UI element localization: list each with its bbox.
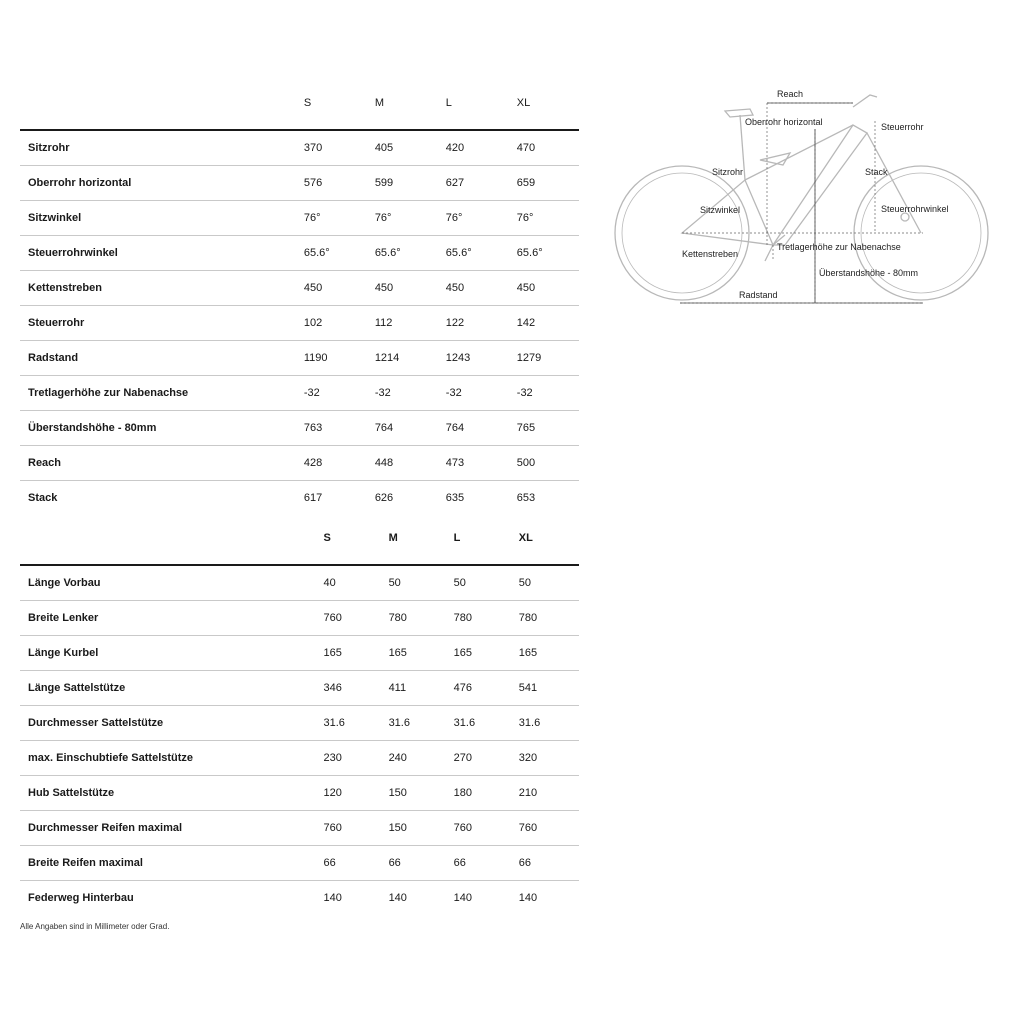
column-header-label <box>20 97 304 130</box>
row-label: Federweg Hinterbau <box>28 891 134 904</box>
table-row <box>20 565 579 600</box>
cell-value: 50 <box>518 576 532 589</box>
table-row <box>20 305 579 340</box>
geometry-table <box>20 97 579 515</box>
footnote: Alle Angaben sind in Millimeter oder Grad. <box>20 922 170 931</box>
cell-value: 122 <box>445 316 465 329</box>
cell-value: 411 <box>388 681 407 694</box>
row-label: max. Einschubtiefe Sattelstütze <box>28 751 194 764</box>
label-tretlager: Tretlagerhöhe zur Nabenachse <box>777 242 901 252</box>
cell-value: 150 <box>388 821 407 834</box>
cell-value: 140 <box>453 891 473 904</box>
cell-value: 627 <box>445 176 465 189</box>
table-row <box>20 880 579 915</box>
table-row <box>20 235 579 270</box>
cell-value: 76° <box>374 211 392 224</box>
label-steuerrohrwinkel: Steuerrohrwinkel <box>881 204 949 214</box>
cell-value: 150 <box>388 786 407 799</box>
table-row <box>20 810 579 845</box>
row-label: Hub Sattelstütze <box>28 786 115 799</box>
row-label: Tretlagerhöhe zur Nabenachse <box>28 386 189 399</box>
label-steuerrohr: Steuerrohr <box>881 122 924 132</box>
cell-value: -32 <box>303 386 320 399</box>
cell-value: 450 <box>516 281 536 294</box>
column-header-l: L <box>453 532 461 544</box>
row-label: Durchmesser Sattelstütze <box>28 716 164 729</box>
cell-value: 76° <box>516 211 534 224</box>
row-label: Kettenstreben <box>28 281 102 294</box>
cell-value: 617 <box>303 491 323 504</box>
saddle <box>725 109 753 117</box>
cell-value: 65.6° <box>445 246 472 259</box>
row-label: Überstandshöhe - 80mm <box>28 421 157 434</box>
column-header-label <box>20 532 323 565</box>
cell-value: 65.6° <box>374 246 401 259</box>
cell-value: 760 <box>453 821 473 834</box>
cell-value: 31.6 <box>388 716 410 729</box>
cell-value: 40 <box>323 576 336 589</box>
column-header-m: M <box>388 532 398 544</box>
table-row <box>20 340 579 375</box>
table-row <box>20 200 579 235</box>
cell-value: 763 <box>303 421 323 434</box>
table-row <box>20 740 579 775</box>
cell-value: 448 <box>374 456 394 469</box>
cell-value: 760 <box>518 821 538 834</box>
cell-value: 240 <box>388 751 407 764</box>
cell-value: 66 <box>388 856 401 869</box>
row-label: Stack <box>28 491 58 504</box>
label-radstand: Radstand <box>739 290 778 300</box>
table-row <box>20 845 579 880</box>
cell-value: 165 <box>518 646 538 659</box>
cell-value: 780 <box>388 611 407 624</box>
row-label: Sitzwinkel <box>28 211 82 224</box>
column-header-l: L <box>445 97 452 109</box>
cell-value: 112 <box>374 316 393 329</box>
cell-value: 780 <box>518 611 538 624</box>
cell-value: 541 <box>518 681 538 694</box>
row-label: Breite Reifen maximal <box>28 856 143 869</box>
cell-value: -32 <box>374 386 391 399</box>
cell-value: 1214 <box>374 351 400 364</box>
cell-value: 659 <box>516 176 536 189</box>
cell-value: 180 <box>453 786 473 799</box>
row-label: Durchmesser Reifen maximal <box>28 821 183 834</box>
table-row <box>20 705 579 740</box>
cell-value: 50 <box>453 576 466 589</box>
label-sitzwinkel: Sitzwinkel <box>700 205 741 215</box>
label-kettenstreben: Kettenstreben <box>682 249 739 259</box>
down-tube <box>773 125 867 245</box>
cell-value: 500 <box>516 456 536 469</box>
cell-value: -32 <box>445 386 462 399</box>
cell-value: 140 <box>518 891 538 904</box>
cell-value: 66 <box>323 856 336 869</box>
cell-value: 576 <box>303 176 323 189</box>
cell-value: 165 <box>388 646 407 659</box>
components-table <box>20 532 579 915</box>
table-row <box>20 270 579 305</box>
cell-value: 476 <box>453 681 473 694</box>
cell-value: 1190 <box>303 351 328 364</box>
cell-value: 420 <box>445 141 465 154</box>
column-header-xl: XL <box>516 97 531 109</box>
table-row <box>20 445 579 480</box>
row-label: Sitzrohr <box>28 141 70 154</box>
cell-value: 626 <box>374 491 394 504</box>
label-ueberstand: Überstandshöhe - 80mm <box>819 268 919 278</box>
cell-value: 320 <box>518 751 538 764</box>
table-row <box>20 375 579 410</box>
cell-value: 65.6° <box>303 246 330 259</box>
table-row <box>20 410 579 445</box>
row-label: Länge Vorbau <box>28 576 101 589</box>
cell-value: 31.6 <box>323 716 345 729</box>
label-sitzrohr: Sitzrohr <box>712 167 744 177</box>
cell-value: 165 <box>453 646 473 659</box>
table-row <box>20 775 579 810</box>
cell-value: 31.6 <box>453 716 476 729</box>
label-oberrohr: Oberrohr horizontal <box>745 117 823 127</box>
cell-value: 765 <box>516 421 536 434</box>
cell-value: 31.6 <box>518 716 541 729</box>
table-row <box>20 635 579 670</box>
cell-value: 66 <box>453 856 466 869</box>
label-stack: Stack <box>865 167 888 177</box>
column-header-s: S <box>323 532 331 544</box>
row-label: Radstand <box>28 351 79 364</box>
cell-value: 140 <box>323 891 342 904</box>
cell-value: 780 <box>453 611 473 624</box>
cell-value: 120 <box>323 786 342 799</box>
cell-value: 165 <box>323 646 342 659</box>
column-header-xl: XL <box>518 532 533 544</box>
table-header-row <box>20 97 579 130</box>
cell-value: 635 <box>445 491 465 504</box>
cell-value: 450 <box>374 281 394 294</box>
cell-value: 76° <box>445 211 463 224</box>
table-row <box>20 165 579 200</box>
cell-value: 473 <box>445 456 465 469</box>
cell-value: 370 <box>303 141 323 154</box>
cell-value: 405 <box>374 141 394 154</box>
row-label: Länge Kurbel <box>28 646 99 659</box>
cell-value: 50 <box>388 576 401 589</box>
cell-value: 764 <box>374 421 394 434</box>
table-row <box>20 670 579 705</box>
cell-value: 760 <box>323 821 342 834</box>
cell-value: 210 <box>518 786 538 799</box>
cell-value: 142 <box>516 316 536 329</box>
label-reach: Reach <box>777 89 804 99</box>
row-label: Reach <box>28 456 62 469</box>
column-header-s: S <box>303 97 312 109</box>
row-label: Länge Sattelstütze <box>28 681 126 694</box>
bike-geometry-diagram <box>605 85 1005 320</box>
cell-value: -32 <box>516 386 533 399</box>
cell-value: 1243 <box>445 351 471 364</box>
row-label: Breite Lenker <box>28 611 99 624</box>
cell-value: 140 <box>388 891 407 904</box>
cell-value: 346 <box>323 681 342 694</box>
cell-value: 450 <box>303 281 323 294</box>
row-label: Steuerrohr <box>28 316 85 329</box>
cell-value: 428 <box>303 456 323 469</box>
cell-value: 450 <box>445 281 465 294</box>
row-label: Oberrohr horizontal <box>28 176 132 189</box>
components-table-body <box>20 565 579 915</box>
table-row <box>20 600 579 635</box>
column-header-m: M <box>374 97 384 109</box>
cell-value: 65.6° <box>516 246 543 259</box>
cell-value: 76° <box>303 211 321 224</box>
table-row <box>20 130 579 165</box>
geometry-table-body <box>20 130 579 515</box>
cell-value: 760 <box>323 611 342 624</box>
row-label: Steuerrohrwinkel <box>28 246 118 259</box>
table-row <box>20 480 579 515</box>
cell-value: 270 <box>453 751 473 764</box>
cell-value: 653 <box>516 491 536 504</box>
handlebar <box>853 95 877 107</box>
cell-value: 1279 <box>516 351 542 364</box>
cell-value: 66 <box>518 856 532 869</box>
cell-value: 230 <box>323 751 342 764</box>
cell-value: 102 <box>303 316 323 329</box>
cell-value: 764 <box>445 421 465 434</box>
table-header-row <box>20 532 579 565</box>
cell-value: 470 <box>516 141 536 154</box>
cell-value: 599 <box>374 176 394 189</box>
